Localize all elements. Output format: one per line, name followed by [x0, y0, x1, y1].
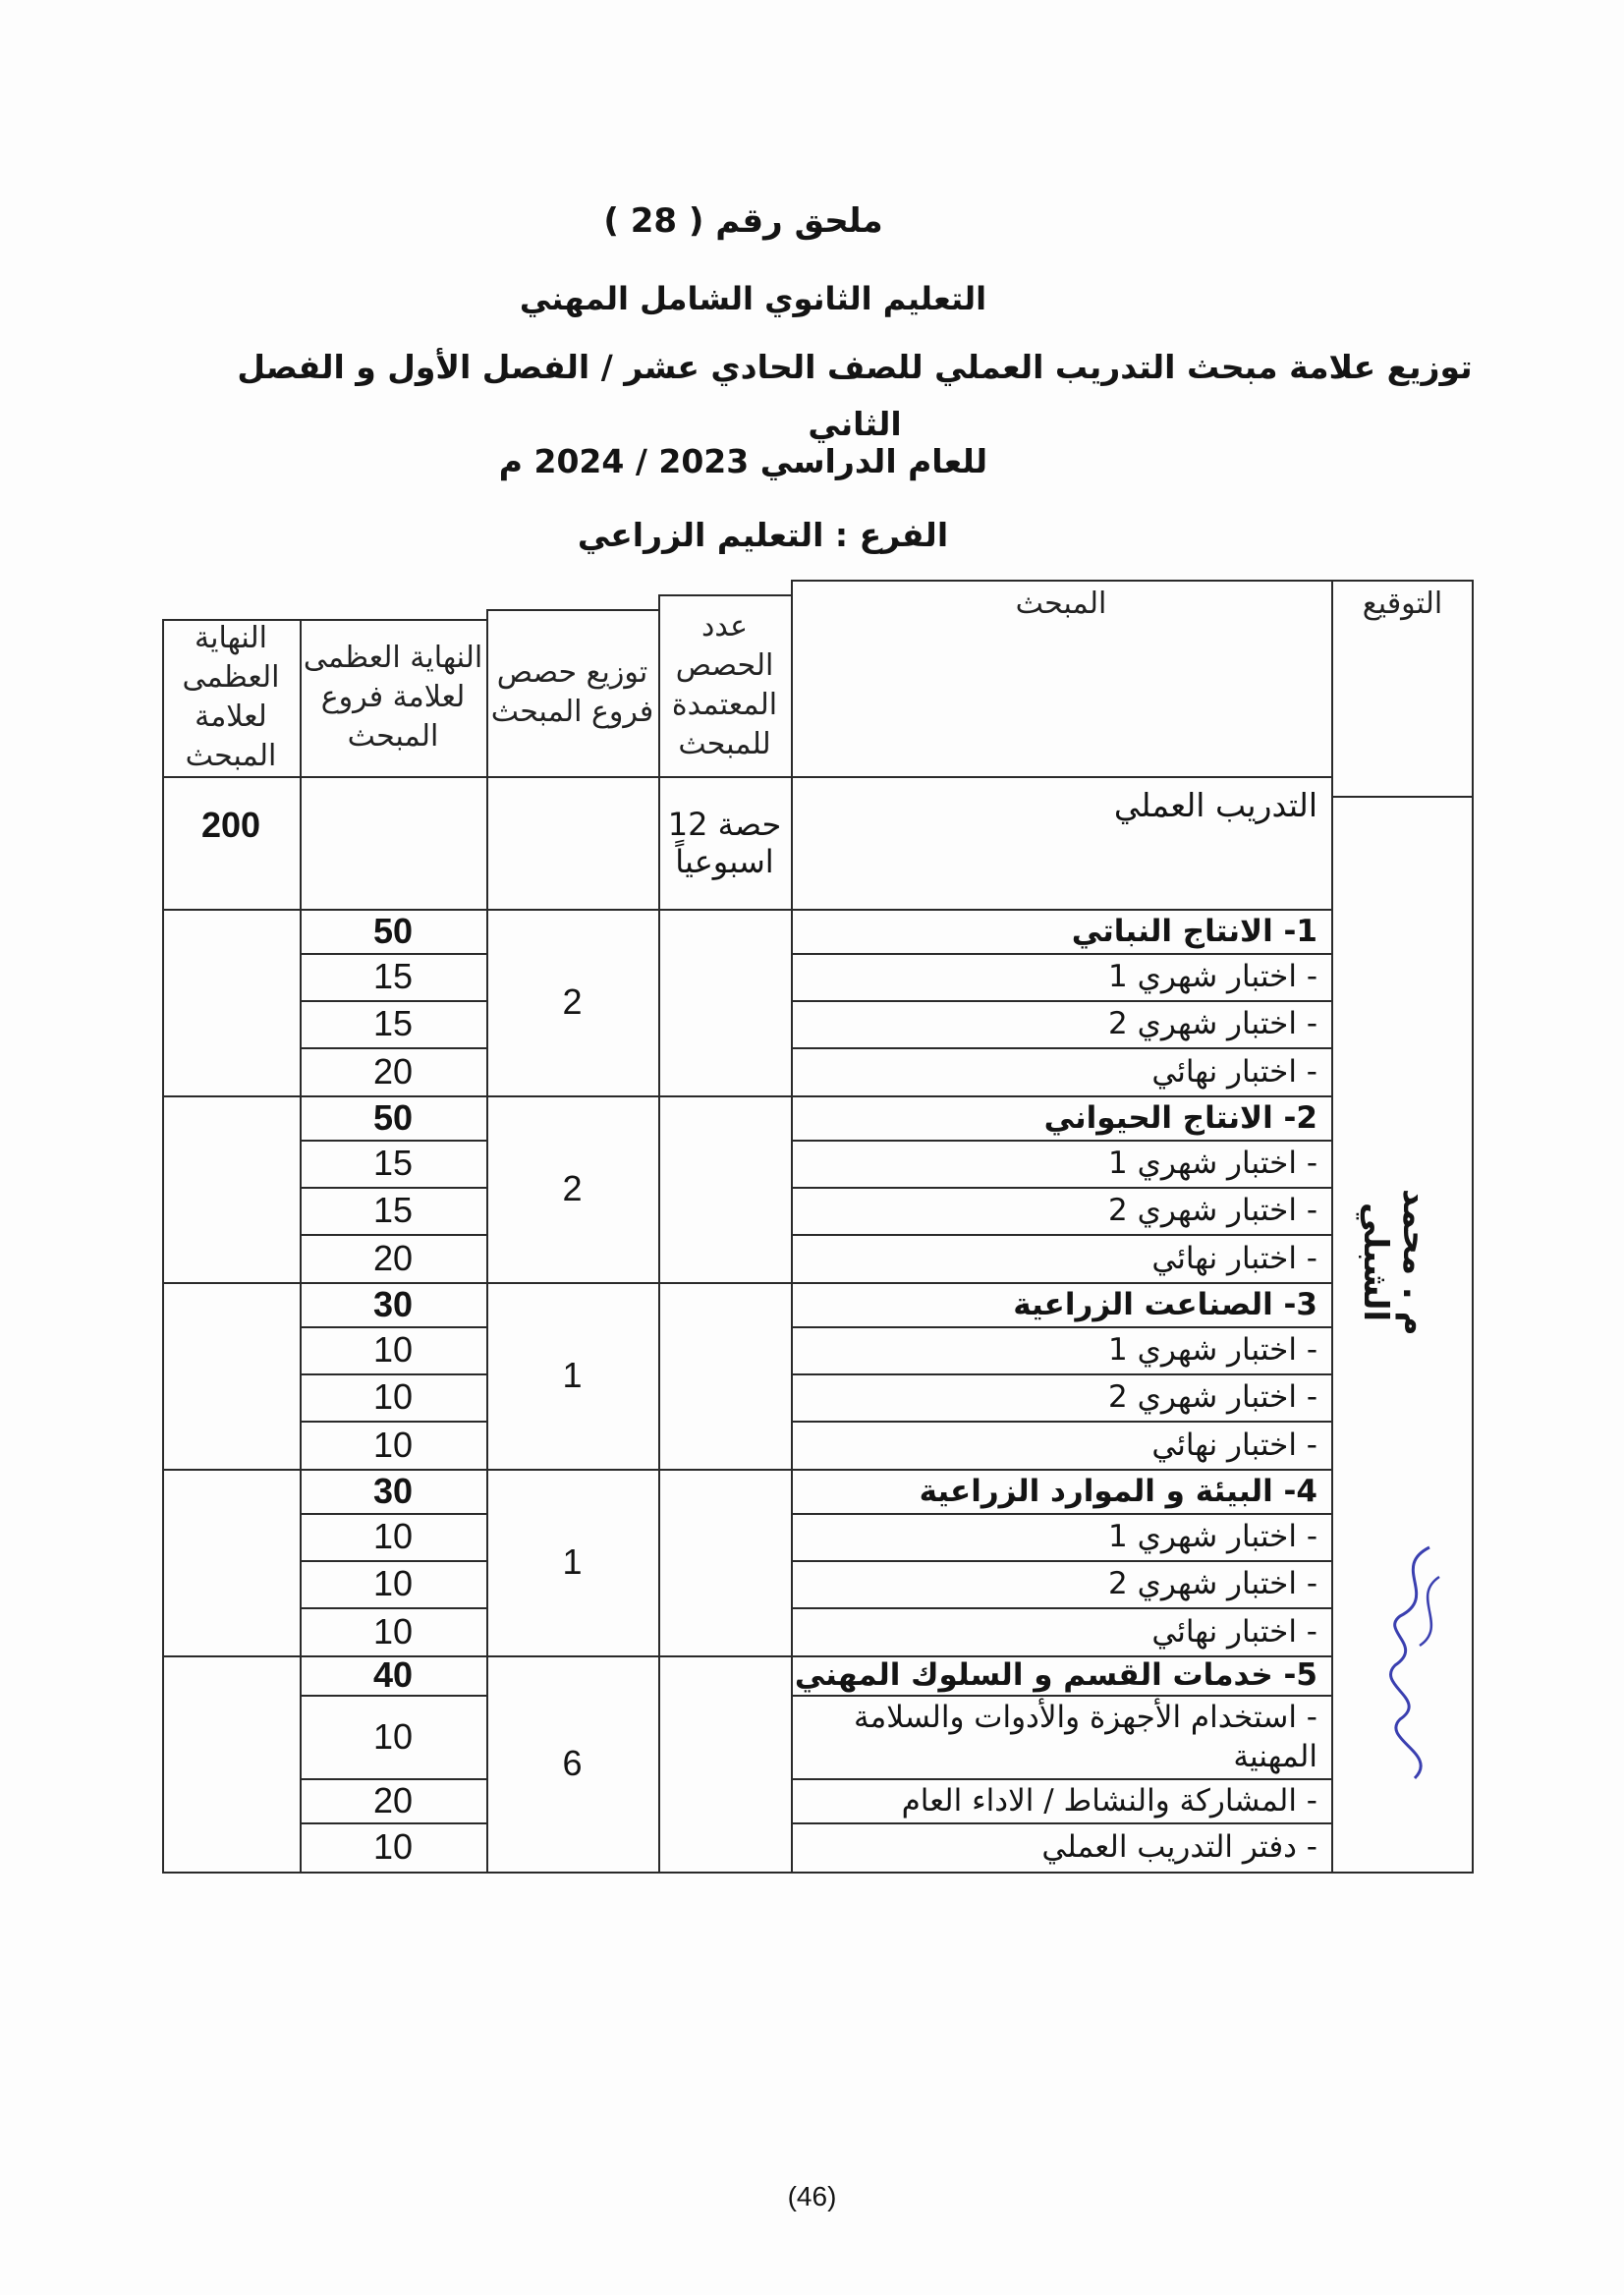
table-rule — [162, 776, 1331, 778]
item-label: - استخدام الأجهزة والأدوات والسلامة المهنية — [854, 1699, 1317, 1774]
item-label: - المشاركة والنشاط / الاداء العام — [901, 1782, 1317, 1819]
item-mark: 10 — [372, 1610, 414, 1651]
item-label: - اختبار شهري 1 — [1107, 1519, 1317, 1554]
section-periods: 6 — [562, 1743, 583, 1783]
item-mark: 10 — [372, 1516, 414, 1556]
item-label: - اختبار نهائي — [1151, 1053, 1317, 1090]
top-row-subject: التدريب العملي — [1113, 786, 1317, 824]
section-title: 4- البيئة و الموارد الزراعية — [919, 1473, 1317, 1509]
item-mark: 20 — [372, 1237, 414, 1278]
section-total-mark: 30 — [372, 1283, 414, 1324]
section-title: 2- الانتاج الحيواني — [1043, 1099, 1317, 1136]
item-mark: 10 — [372, 1424, 414, 1465]
column-header-branch-max: النهاية العظمى لعلامة فروع المبحث — [303, 641, 483, 754]
page-number: (46) — [787, 2181, 837, 2211]
table-rule — [1472, 580, 1474, 1874]
section-total-mark: 50 — [372, 910, 414, 951]
item-mark: 10 — [372, 1563, 414, 1603]
table-rule — [486, 609, 658, 611]
title-line-2: توزيع علامة مبحث التدريب العملي للصف الحادي عشر / الفصل الأول و الفصل الثاني — [237, 348, 1473, 443]
item-label: - اختبار شهري 2 — [1107, 1006, 1317, 1041]
item-mark: 10 — [372, 1329, 414, 1370]
annex-title: ملحق رقم ( 28 ) — [603, 201, 883, 241]
item-label: - اختبار شهري 1 — [1107, 1332, 1317, 1368]
top-row-periods: 12 حصة اسبوعياً — [667, 805, 782, 880]
section-title: 5- خدمات القسم و السلوك المهني — [794, 1657, 1317, 1693]
item-label: - اختبار نهائي — [1151, 1613, 1317, 1650]
section-total-mark: 40 — [372, 1654, 414, 1695]
marks-table — [162, 580, 1474, 1906]
signature-name: م . محمد الشبلي — [1356, 1189, 1434, 1336]
table-rule — [162, 619, 164, 1874]
item-label: - اختبار شهري 2 — [1107, 1566, 1317, 1601]
section-periods: 2 — [562, 1168, 583, 1208]
item-mark: 15 — [372, 956, 414, 996]
table-rule — [162, 619, 486, 621]
column-header-subject-max: النهاية العظمى لعلامة المبحث — [182, 621, 280, 773]
section-periods: 1 — [562, 1541, 583, 1582]
title-line-3: للعام الدراسي 2023 / 2024 م — [498, 442, 988, 480]
item-label: - اختبار شهري 1 — [1107, 959, 1317, 994]
table-rule — [162, 1872, 1474, 1874]
item-mark: 15 — [372, 1003, 414, 1043]
section-total-mark: 50 — [372, 1096, 414, 1138]
item-mark: 20 — [372, 1779, 414, 1820]
table-rule — [1331, 796, 1474, 798]
item-label: - اختبار نهائي — [1151, 1240, 1317, 1276]
item-mark: 10 — [372, 1376, 414, 1417]
section-periods: 1 — [562, 1355, 583, 1395]
table-rule — [791, 1469, 1331, 1471]
item-label: - دفتر التدريب العملي — [1041, 1829, 1317, 1865]
handwritten-signature — [1371, 1538, 1459, 1793]
section-total-mark: 30 — [372, 1470, 414, 1511]
table-rule — [791, 909, 1331, 911]
table-rule — [791, 580, 1474, 582]
section-periods: 2 — [562, 981, 583, 1022]
item-label: - اختبار شهري 2 — [1107, 1193, 1317, 1228]
branch-title: الفرع : التعليم الزراعي — [577, 516, 949, 554]
table-rule — [658, 594, 660, 1872]
section-title: 1- الانتاج النباتي — [1071, 913, 1317, 949]
top-row-subject-max: 200 — [200, 805, 261, 845]
item-mark: 15 — [372, 1190, 414, 1230]
table-rule — [658, 594, 791, 596]
item-label: - اختبار شهري 1 — [1107, 1146, 1317, 1181]
item-mark: 20 — [372, 1050, 414, 1092]
item-mark: 10 — [372, 1715, 414, 1757]
item-label: - اختبار نهائي — [1151, 1427, 1317, 1463]
column-header-signature: التوقيع — [1362, 587, 1443, 621]
section-title: 3- الصناعت الزراعية — [1013, 1286, 1317, 1322]
column-header-periods: عدد الحصص المعتمدة للمبحث — [671, 608, 778, 761]
table-rule — [791, 1095, 1331, 1097]
table-rule — [791, 1282, 1331, 1284]
column-header-subject: المبحث — [1015, 587, 1107, 621]
column-header-distribution: توزيع حصص فروع المبحث — [490, 655, 654, 729]
table-rule — [1331, 580, 1333, 1872]
item-mark: 10 — [372, 1826, 414, 1867]
title-line-1: التعليم الثانوي الشامل المهني — [519, 280, 987, 317]
table-rule — [791, 1655, 1331, 1657]
item-label: - اختبار شهري 2 — [1107, 1379, 1317, 1415]
item-mark: 15 — [372, 1143, 414, 1183]
